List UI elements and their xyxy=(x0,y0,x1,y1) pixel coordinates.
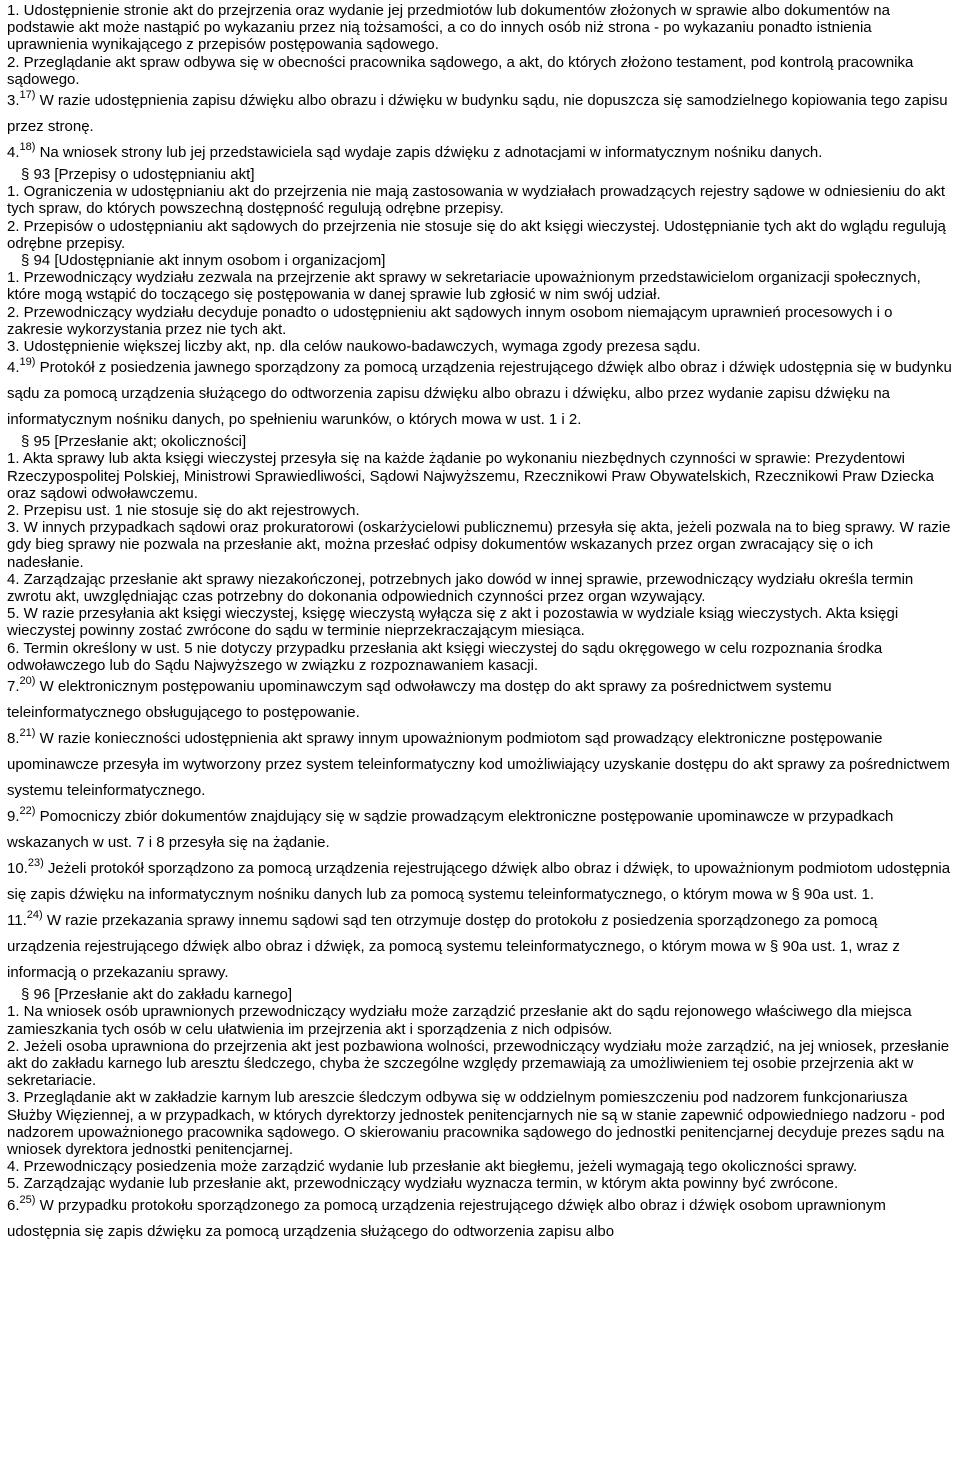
footnoted-paragraph xyxy=(7,804,952,856)
paragraph-number: 3. xyxy=(7,92,20,110)
paragraph-text: W przypadku protokołu sporządzonego za pomocą urządzenia rejestrującego dźwięk albo obraz i dźwięk osobom uprawnionym udostępnia się zapis dźwięku za pomocą urządzenia służącego do odtworzenia zapisu albo xyxy=(7,1196,886,1240)
footnoted-paragraph xyxy=(7,88,952,140)
footnote-marker: 25) xyxy=(19,1193,36,1206)
paragraph-number: 6. xyxy=(7,1196,20,1214)
footnote-marker: 22) xyxy=(19,805,36,818)
section-heading: § 93 [Przepisy o udostępnianiu akt] xyxy=(21,166,255,184)
paragraph-number: 11. xyxy=(7,912,27,930)
paragraph: 3. Przeglądanie akt w zakładzie karnym lub areszcie śledczym odbywa się w oddzielnym pomieszczeniu pod nadzorem funkcjonariusza Służby Więziennej, a w przypadkach, w których dyrektorzy jednostek penitencjarnych nie są w stanie zapewnić odpowiedniego nadzoru - pod nadzorem upoważnionego pracownika sądowego. O skierowaniu pracownika sądowego do jednostki penitencjarnej decyduje prezes sądu na wniosek dyrektora jednostki penitencjarnej. xyxy=(7,1089,946,1158)
footnote-marker: 17) xyxy=(19,89,36,102)
paragraph: 1. Na wniosek osób uprawnionych przewodniczący wydziału może zarządzić przesłanie akt do sądu rejonowego właściwego dla miejsca zamieszkania tych osób w celu ułatwienia im przejrzenia akt i sporządzenia z nich odpisów. xyxy=(7,1003,912,1038)
paragraph: 1. Ograniczenia w udostępnianiu akt do przejrzenia nie mają zastosowania w wydziałach prowadzących rejestry sądowe w odniesieniu do akt tych spraw, do których powszechną dostępność regulują odrębne przepisy. xyxy=(7,183,946,218)
paragraph: 1. Akta sprawy lub akta księgi wieczystej przesyła się na każde żądanie po wykonaniu niezbędnych czynności w sprawie: Prezydentowi Rzeczypospolitej Polskiej, Ministrowi Sprawiedliwości, Sądowi Najwyższemu, Rzecznikowi Praw Obywatelskich, Rzecznikowi Praw Dziecka oraz sądowi odwoławczemu. xyxy=(7,450,934,502)
section-heading: § 95 [Przesłanie akt; okoliczności] xyxy=(21,433,247,451)
footnoted-paragraph xyxy=(7,355,952,433)
footnote-marker: 23) xyxy=(27,857,44,870)
paragraph: 2. Przepisu ust. 1 nie stosuje się do akt rejestrowych. xyxy=(7,502,360,520)
paragraph-text: W razie przekazania sprawy innemu sądowi sąd ten otrzymuje dostęp do protokołu z posiedzenia sporządzonego za pomocą urządzenia rejestrującego dźwięk albo obraz i dźwięk, za pomocą systemu teleinformatycznego, o którym mowa w § 90a ust. 1, wraz z informacją o przekazaniu sprawy. xyxy=(7,912,900,982)
footnoted-paragraph xyxy=(7,856,952,908)
paragraph: 2. Jeżeli osoba uprawniona do przejrzenia akt jest pozbawiona wolności, przewodniczący wydziału może zarządzić, na jej wniosek, przesłanie akt do zakładu karnego lub aresztu śledczego, chyba że szczególne względy przemawiają za umożliwieniem tej osobie przejrzenia akt w sekretariacie. xyxy=(7,1037,950,1090)
section-heading: § 94 [Udostępnianie akt innym osobom i organizacjom] xyxy=(21,252,386,270)
footnoted-paragraph xyxy=(7,1193,952,1245)
paragraph-text: W elektronicznym postępowaniu upominawczym sąd odwoławczy ma dostęp do akt sprawy za pośrednictwem systemu teleinformatycznego obsługującego to postępowanie. xyxy=(7,678,832,722)
paragraph-text: Jeżeli protokół sporządzono za pomocą urządzenia rejestrującego dźwięk albo obraz i dźwięk, to upoważnionym podmiotom udostępnia się zapis dźwięku na informatycznym nośniku danych lub za pomocą systemu teleinformatycznego, o którym mowa w § 90a ust. 1. xyxy=(7,860,951,904)
paragraph-number: 7. xyxy=(7,678,20,696)
footnote-marker: 24) xyxy=(26,909,43,922)
paragraph: 6. Termin określony w ust. 5 nie dotyczy przypadku przesłania akt księgi wieczystej do sądu okręgowego w celu rozpoznania środka odwoławczego lub do Sądu Najwyższego w związku z rozpoznawaniem kasacji. xyxy=(7,639,883,674)
paragraph: 5. W razie przesyłania akt księgi wieczystej, księgę wieczystą wyłącza się z akt i pozostawia w wydziale ksiąg wieczystych. Akta księgi wieczystej powinny zostać zwrócone do sądu w terminie nieprzekraczającym miesiąca. xyxy=(7,605,899,640)
footnoted-paragraph xyxy=(7,726,952,804)
footnoted-paragraph xyxy=(7,674,952,726)
paragraph: 3. W innych przypadkach sądowi oraz prokuratorowi (oskarżycielowi publicznemu) przesyła się akta, jeżeli pozwala na to bieg sprawy. W razie gdy bieg sprawy nie pozwala na przesłanie akt, można przesłać odpisy dokumentów wskazanych przez organ zwracający się o ich nadesłanie. xyxy=(7,519,951,571)
paragraph-text: W razie udostępnienia zapisu dźwięku albo obrazu i dźwięku w budynku sądu, nie dopuszcza się samodzielnego kopiowania tego zapisu przez stronę. xyxy=(7,92,948,136)
paragraph: 1. Przewodniczący wydziału zezwala na przejrzenie akt sprawy w sekretariacie upoważnionym przedstawicielom organizacji społecznych, które mogą wstąpić do toczącego się postępowania w danej sprawie lub zgłosić w nim swój udział. xyxy=(7,269,921,304)
footnote-marker: 20) xyxy=(19,675,36,688)
paragraph-number: 4. xyxy=(7,359,20,377)
paragraph: 5. Zarządzając wydanie lub przesłanie akt, przewodniczący wydziału wyznacza termin, w którym akta powinny być zwrócone. xyxy=(7,1175,839,1193)
section-heading: § 96 [Przesłanie akt do zakładu karnego] xyxy=(21,986,293,1004)
paragraph-number: 10. xyxy=(7,860,28,878)
footnoted-paragraph xyxy=(7,908,952,986)
footnoted-paragraph xyxy=(7,140,952,166)
footnote-marker: 19) xyxy=(19,356,36,369)
footnote-marker: 18) xyxy=(19,141,36,154)
paragraph: 2. Przepisów o udostępnianiu akt sądowych do przejrzenia nie stosuje się do akt księgi wieczystej. Udostępnianie tych akt do wglądu regulują odrębne przepisy. xyxy=(7,217,946,252)
paragraph: 4. Przewodniczący posiedzenia może zarządzić wydanie lub przesłanie akt biegłemu, jeżeli wymagają tego okoliczności sprawy. xyxy=(7,1158,858,1176)
paragraph-number: 4. xyxy=(7,144,20,162)
paragraph-number: 8. xyxy=(7,730,20,748)
paragraph-number: 9. xyxy=(7,808,20,826)
paragraph: 2. Przewodniczący wydziału decyduje ponadto o udostępnieniu akt sądowych innym osobom niemającym uprawnień procesowych i o zakresie wykorzystania przez nie tych akt. xyxy=(7,303,893,338)
paragraph: 4. Zarządzając przesłanie akt sprawy niezakończonej, potrzebnych jako dowód w innej sprawie, przewodniczący wydziału określa termin zwrotu akt, uwzględniając czas potrzebny do dokonania odpowiednich czynności przez organ wzywający. xyxy=(7,570,914,606)
paragraph-text: Na wniosek strony lub jej przedstawiciela sąd wydaje zapis dźwięku z adnotacjami w informatycznym nośniku danych. xyxy=(35,144,823,162)
paragraph-text: Protokół z posiedzenia jawnego sporządzony za pomocą urządzenia rejestrującego dźwięk albo obraz i dźwięk udostępnia się w budynku sądu za pomocą urządzenia służącego do odtworzenia zapisu dźwięku albo obrazu i dźwięku, albo przez wydanie zapisu dźwięku na informatycznym nośniku danych, po spełnieniu warunków, o których mowa w ust. 1 i 2. xyxy=(7,359,952,429)
paragraph: 2. Przeglądanie akt spraw odbywa się w obecności pracownika sądowego, a akt, do których złożono testament, pod kontrolą pracownika sądowego. xyxy=(7,53,914,88)
paragraph: 3. Udostępnienie większej liczby akt, np. dla celów naukowo-badawczych, wymaga zgody prezesa sądu. xyxy=(7,338,701,356)
paragraph-text: W razie konieczności udostępnienia akt sprawy innym upoważnionym podmiotom sąd prowadzący elektroniczne postępowanie upominawcze przesyła im wytworzony przez system teleinformatyczny kod umożliwiający uzyskanie dostępu do akt sprawy za pośrednictwem systemu teleinformatycznego. xyxy=(7,730,950,800)
paragraph: 1. Udostępnienie stronie akt do przejrzenia oraz wydanie jej przedmiotów lub dokumentów złożonych w sprawie albo dokumentów na podstawie akt może nastąpić po wykazaniu przez nią tożsamości, a co do innych osób niż strona - po wykazaniu ponadto istnienia uprawnienia wynikającego z przepisów postępowania sądowego. xyxy=(7,2,890,54)
footnote-marker: 21) xyxy=(19,727,36,740)
paragraph-text: Pomocniczy zbiór dokumentów znajdujący się w sądzie prowadzącym elektroniczne postępowanie upominawcze w przypadkach wskazanych w ust. 7 i 8 przesyła się na żądanie. xyxy=(7,808,894,852)
